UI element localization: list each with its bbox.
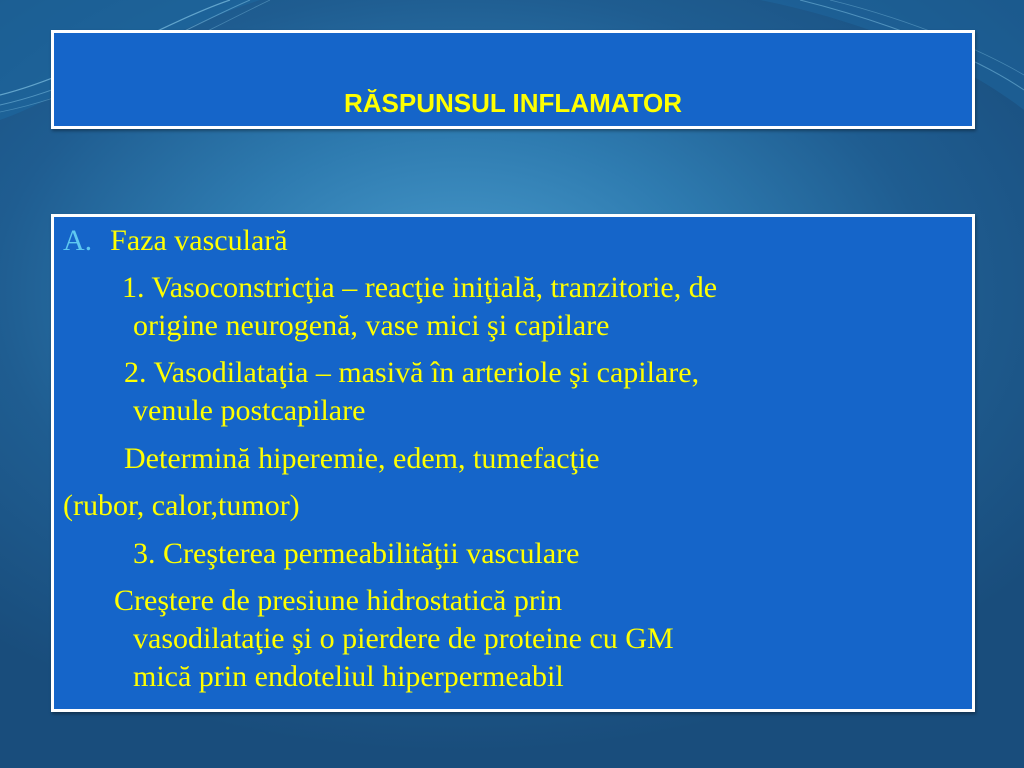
line-determines: Determină hiperemie, edem, tumefacţie: [124, 442, 600, 475]
list-marker-a: A.: [63, 224, 93, 257]
line-pressure: Creştere de presiune hidrostatică prin: [114, 584, 563, 617]
line-vasodilation-cont: venule postcapilare: [133, 394, 366, 427]
line-rubor: (rubor, calor,tumor): [63, 489, 300, 522]
title-box: [51, 30, 975, 129]
content-box: [51, 214, 975, 712]
item-a: [63, 224, 288, 258]
line-vasodilation: 2. Vasodilataţia – masivă în arteriole şi capilare,: [124, 356, 700, 389]
line-pressure-cont: vasodilataţie şi o pierdere de proteine cu GM: [133, 622, 674, 655]
line-permeability: 3. Creşterea permeabilităţii vasculare: [133, 537, 580, 570]
slide-title: RĂSPUNSUL INFLAMATOR: [344, 88, 682, 118]
line-vasoconstriction: 1. Vasoconstricţia – reacţie iniţială, tranzitorie, de: [122, 271, 718, 304]
line-vasoconstriction-cont: origine neurogenă, vase mici şi capilare: [133, 309, 610, 342]
item-a-text: Faza vasculară: [110, 224, 288, 257]
line-pressure-cont2: mică prin endoteliul hiperpermeabil: [133, 660, 564, 693]
